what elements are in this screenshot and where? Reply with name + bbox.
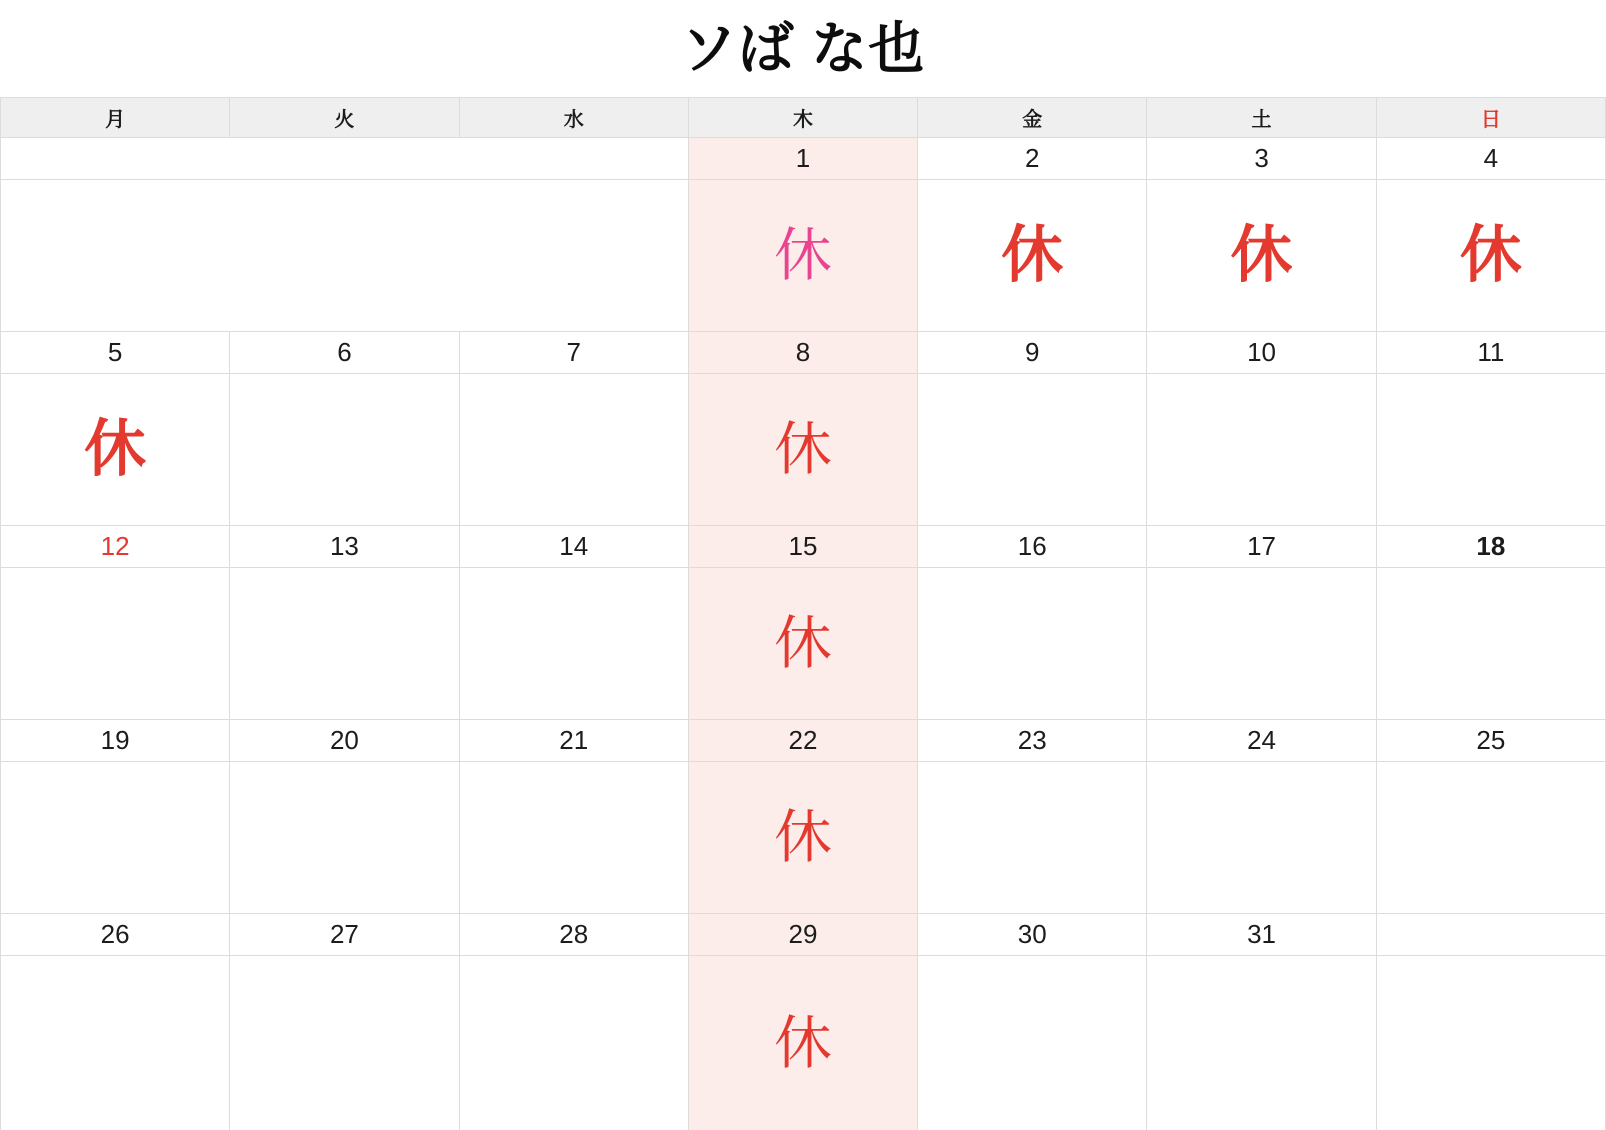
day-cell-9 xyxy=(918,332,1147,374)
week-5-content-row xyxy=(1,956,1606,1130)
date-number-23: 23 xyxy=(1017,725,1047,755)
date-number-20: 20 xyxy=(329,725,359,755)
week-5-date-row xyxy=(1,914,1606,956)
closed-mark-day-5: 休 xyxy=(84,414,147,484)
date-number-16: 16 xyxy=(1017,531,1047,561)
closed-mark-day-29: 休 xyxy=(773,1010,832,1076)
date-number-17: 17 xyxy=(1247,531,1276,561)
date-number-7: 7 xyxy=(566,337,581,367)
date-number-10: 10 xyxy=(1247,337,1276,367)
day-cell-26 xyxy=(1,914,230,956)
day-content-9 xyxy=(918,374,1147,526)
day-content-2 xyxy=(918,180,1147,332)
day-cell-23 xyxy=(918,720,1147,762)
date-number-14: 14 xyxy=(559,531,589,561)
day-content-11 xyxy=(1376,374,1605,526)
day-content-8 xyxy=(688,374,917,526)
empty-content-cell xyxy=(1376,956,1605,1130)
day-content-1 xyxy=(688,180,917,332)
day-content-10 xyxy=(1147,374,1376,526)
day-cell-19 xyxy=(1,720,230,762)
day-cell-5 xyxy=(1,332,230,374)
date-number-27: 27 xyxy=(329,919,359,949)
day-cell-20 xyxy=(230,720,459,762)
date-number-31: 31 xyxy=(1247,919,1276,949)
date-number-30: 30 xyxy=(1017,919,1047,949)
closed-mark-day-15: 休 xyxy=(773,610,832,676)
date-number-9: 9 xyxy=(1025,337,1040,367)
day-cell-14 xyxy=(459,526,688,568)
title-bar xyxy=(0,0,1606,97)
weekday-header-金: 金 xyxy=(918,98,1147,138)
date-number-3: 3 xyxy=(1254,143,1269,173)
date-number-29: 29 xyxy=(788,919,818,949)
date-number-13: 13 xyxy=(329,531,359,561)
day-content-13 xyxy=(230,568,459,720)
day-cell-21 xyxy=(459,720,688,762)
date-number-19: 19 xyxy=(100,725,130,755)
day-cell-27 xyxy=(230,914,459,956)
weekday-header-日: 日 xyxy=(1376,98,1605,138)
day-cell-22 xyxy=(688,720,917,762)
date-number-12: 12 xyxy=(100,531,130,561)
calendar-body xyxy=(1,138,1606,1130)
day-cell-30 xyxy=(918,914,1147,956)
day-cell-17 xyxy=(1147,526,1376,568)
day-content-17 xyxy=(1147,568,1376,720)
day-cell-16 xyxy=(918,526,1147,568)
weekday-header-土: 土 xyxy=(1147,98,1376,138)
day-cell-28 xyxy=(459,914,688,956)
day-content-22 xyxy=(688,762,917,914)
week-3-date-row xyxy=(1,526,1606,568)
date-number-21: 21 xyxy=(559,725,589,755)
closed-mark-day-4: 休 xyxy=(1459,220,1522,290)
day-cell-10 xyxy=(1147,332,1376,374)
date-number-18: 18 xyxy=(1476,531,1506,561)
weekday-header-月: 月 xyxy=(1,98,230,138)
empty-content-cell xyxy=(1,180,689,332)
day-cell-4 xyxy=(1376,138,1605,180)
day-content-20 xyxy=(230,762,459,914)
closed-mark-day-8: 休 xyxy=(773,416,832,482)
day-cell-29 xyxy=(688,914,917,956)
day-content-30 xyxy=(918,956,1147,1130)
day-content-18 xyxy=(1376,568,1605,720)
date-number-22: 22 xyxy=(788,725,818,755)
day-cell-31 xyxy=(1147,914,1376,956)
day-cell-8 xyxy=(688,332,917,374)
day-cell-1 xyxy=(688,138,917,180)
day-content-27 xyxy=(230,956,459,1130)
day-cell-12 xyxy=(1,526,230,568)
empty-date-cell xyxy=(1376,914,1605,956)
date-number-2: 2 xyxy=(1025,143,1040,173)
closed-mark-day-22: 休 xyxy=(773,804,832,870)
day-content-31 xyxy=(1147,956,1376,1130)
week-2-date-row xyxy=(1,332,1606,374)
empty-date-cell xyxy=(1,138,689,180)
date-number-26: 26 xyxy=(100,919,130,949)
day-cell-25 xyxy=(1376,720,1605,762)
week-2-content-row xyxy=(1,374,1606,526)
date-number-24: 24 xyxy=(1247,725,1276,755)
day-content-4 xyxy=(1376,180,1605,332)
date-number-4: 4 xyxy=(1483,143,1499,173)
date-number-15: 15 xyxy=(788,531,818,561)
day-cell-18 xyxy=(1376,526,1605,568)
date-number-11: 11 xyxy=(1477,337,1505,367)
week-4-content-row xyxy=(1,762,1606,914)
day-content-25 xyxy=(1376,762,1605,914)
weekday-header-水: 水 xyxy=(459,98,688,138)
day-content-3 xyxy=(1147,180,1376,332)
date-number-5: 5 xyxy=(107,337,123,367)
date-number-1: 1 xyxy=(795,143,811,173)
day-content-16 xyxy=(918,568,1147,720)
day-content-15 xyxy=(688,568,917,720)
day-content-12 xyxy=(1,568,230,720)
day-cell-3 xyxy=(1147,138,1376,180)
day-content-23 xyxy=(918,762,1147,914)
date-number-28: 28 xyxy=(559,919,589,949)
day-content-7 xyxy=(459,374,688,526)
closed-mark-day-2: 休 xyxy=(1001,220,1064,290)
day-cell-13 xyxy=(230,526,459,568)
closed-mark-day-1: 休 xyxy=(773,222,832,288)
week-1-content-row xyxy=(1,180,1606,332)
day-cell-7 xyxy=(459,332,688,374)
day-content-14 xyxy=(459,568,688,720)
closed-mark-day-3: 休 xyxy=(1230,220,1293,290)
day-content-5 xyxy=(1,374,230,526)
day-content-28 xyxy=(459,956,688,1130)
week-3-content-row xyxy=(1,568,1606,720)
day-cell-15 xyxy=(688,526,917,568)
weekday-header-火: 火 xyxy=(230,98,459,138)
day-content-19 xyxy=(1,762,230,914)
page-title: ソば な也 xyxy=(680,16,926,80)
date-number-25: 25 xyxy=(1476,725,1506,755)
week-4-date-row xyxy=(1,720,1606,762)
day-content-24 xyxy=(1147,762,1376,914)
week-1-date-row xyxy=(1,138,1606,180)
day-content-29 xyxy=(688,956,917,1130)
date-number-6: 6 xyxy=(337,337,352,367)
day-cell-11 xyxy=(1376,332,1605,374)
weekday-header-木: 木 xyxy=(688,98,917,138)
day-content-21 xyxy=(459,762,688,914)
day-cell-24 xyxy=(1147,720,1376,762)
closing-day-calendar xyxy=(0,97,1606,1130)
day-content-6 xyxy=(230,374,459,526)
day-content-26 xyxy=(1,956,230,1130)
weekday-header-row xyxy=(1,98,1606,138)
day-cell-6 xyxy=(230,332,459,374)
day-cell-2 xyxy=(918,138,1147,180)
date-number-8: 8 xyxy=(795,337,811,367)
